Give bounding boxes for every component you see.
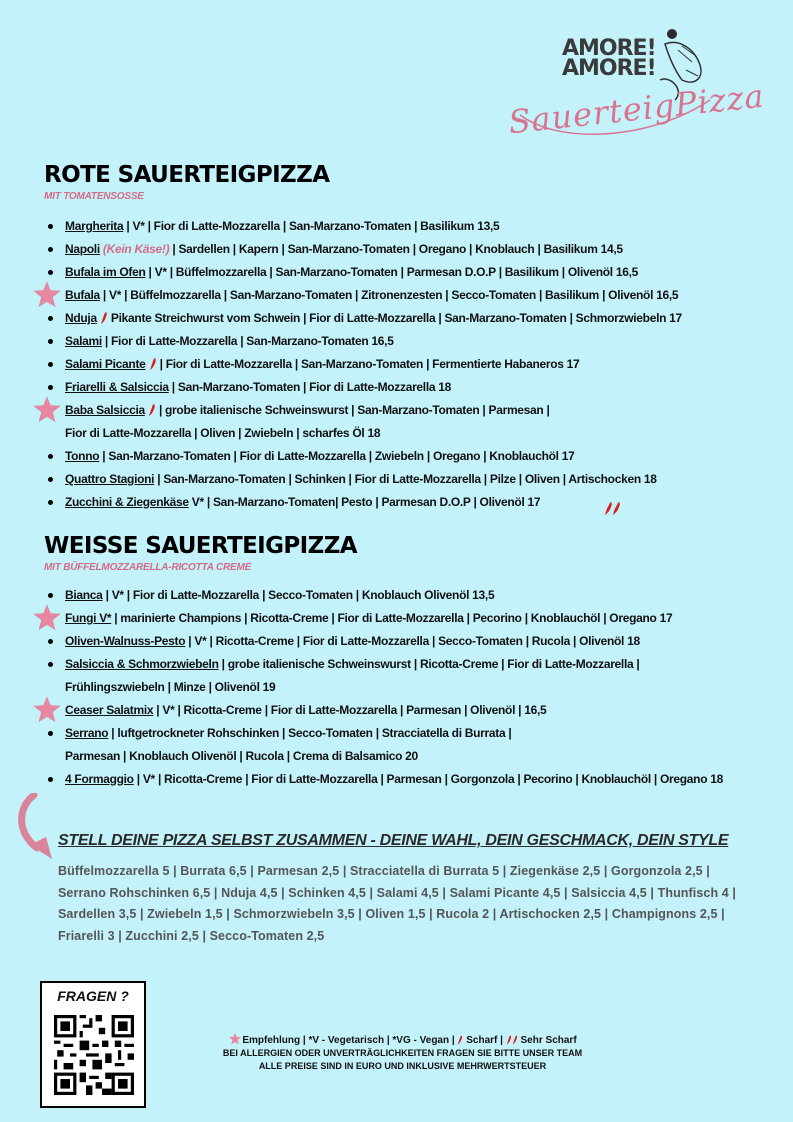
item-name: Bufala	[65, 288, 100, 302]
recommendation-star-icon	[32, 395, 62, 425]
item-details: | grobe italienische Schweinswurst | San-Marzano-Tomaten | Parmesan |	[155, 403, 550, 417]
item-details: | Sardellen | Kapern | San-Marzano-Tomaten | Oregano | Knoblauch | Basilikum 14,5	[169, 242, 623, 256]
item-name: Quattro Stagioni	[65, 472, 155, 486]
menu-item	[45, 215, 775, 238]
item-name: Nduja	[65, 311, 97, 325]
menu-item	[45, 376, 775, 399]
item-name: Friarelli & Salsiccia	[65, 380, 169, 394]
menu-item-continuation	[45, 676, 775, 699]
recommendation-star-icon	[32, 280, 62, 310]
menu-item-continuation	[45, 745, 775, 768]
menu-item	[45, 307, 775, 330]
item-note: (Kein Käse!)	[99, 242, 170, 256]
menu-item	[45, 699, 775, 722]
qr-code-box[interactable]	[40, 981, 146, 1108]
item-name: Salsiccia & Schmorzwiebeln	[65, 657, 219, 671]
double-chili-icon	[604, 501, 622, 517]
menu-item	[45, 238, 775, 261]
menu-item	[45, 584, 775, 607]
item-details: | luftgetrockneter Rohschinken | Secco-Tomaten | Stracciatella di Burrata |	[108, 726, 512, 740]
menu-list-rot	[45, 215, 775, 514]
item-details: | V* | Ricotta-Creme | Fior di Latte-Mozzarella | Secco-Tomaten | Rucola | Olivenöl 18	[185, 634, 640, 648]
legend-empfehlung: Empfehlung | *V - Vegetarisch | *VG - Vegan |	[242, 1035, 458, 1046]
item-name: Bianca	[65, 588, 103, 602]
legend	[215, 1032, 590, 1073]
menu-item	[45, 653, 775, 676]
item-details: | marinierte Champions | Ricotta-Creme | Fior di Latte-Mozzarella | Pecorino | Knoblauchöl | Oregano 17	[111, 611, 673, 625]
menu-list-weiss	[45, 584, 775, 791]
item-details-line-2: Fior di Latte-Mozzarella | Oliven | Zwiebeln | scharfes Öl 18	[65, 426, 381, 440]
build-your-own-title: STELL DEINE PIZZA SELBST ZUSAMMEN - DEINE WAHL, DEIN GESCHMACK, DEIN STYLE	[58, 832, 729, 849]
curved-arrow-icon	[12, 793, 62, 863]
legend-symbols	[215, 1032, 590, 1047]
menu-item	[45, 468, 775, 491]
section-title-rot: ROTE SAUERTEIGPIZZA	[44, 162, 330, 188]
item-name: Fungi V*	[65, 611, 112, 625]
recommendation-star-icon	[228, 1032, 242, 1046]
qr-label: FRAGEN ?	[57, 988, 129, 1004]
item-name: 4 Formaggio	[65, 772, 134, 786]
chili-icon	[148, 404, 156, 416]
item-name: Salami Picante	[65, 357, 146, 371]
item-name: Margherita	[65, 219, 124, 233]
chili-icon	[100, 312, 108, 324]
item-details: | San-Marzano-Tomaten | Fior di Latte-Mozzarella 18	[168, 380, 452, 394]
legend-price-note: ALLE PREISE SIND IN EURO UND INKLUSIVE MEHRWERTSTEUER	[258, 1061, 547, 1071]
menu-item	[45, 630, 775, 653]
logo-line-2: AMORE!	[562, 56, 656, 81]
item-details: | San-Marzano-Tomaten | Fior di Latte-Mozzarella | Zwiebeln | Oregano | Knoblauchöl 17	[99, 449, 575, 463]
logo-script: SauerteigPizza	[506, 76, 767, 142]
menu-item	[45, 607, 775, 630]
item-name: Baba Salsiccia	[65, 403, 145, 417]
legend-allergy-note: BEI ALLERGIEN ODER UNVERTRÄGLICHKEITEN FRAGEN SIE BITTE UNSER TEAM	[222, 1048, 583, 1058]
item-details-line-2: Frühlingszwiebeln | Minze | Olivenöl 19	[65, 680, 276, 694]
item-details: | V* | Büffelmozzarella | San-Marzano-Tomaten | Parmesan D.O.P | Basilikum | Olivenöl 16,5	[145, 265, 639, 279]
menu-item	[45, 399, 775, 422]
item-name: Tonno	[65, 449, 100, 463]
chili-icon	[149, 358, 157, 370]
section-title-weiss: WEISSE SAUERTEIGPIZZA	[44, 533, 357, 559]
item-details: | V* | Ricotta-Creme | Fior di Latte-Mozzarella | Parmesan | Gorgonzola | Pecorino | Knoblauchöl | Oregano 18	[133, 772, 724, 786]
legend-scharf: Scharf |	[463, 1035, 506, 1046]
menu-item-continuation	[45, 422, 775, 445]
menu-item	[45, 722, 775, 745]
recommendation-star-icon	[32, 603, 62, 633]
item-details: V* | San-Marzano-Tomaten| Pesto | Parmesan D.O.P | Olivenöl 17	[188, 495, 541, 509]
recommendation-star-icon	[32, 695, 62, 725]
item-details: | grobe italienische Schweinswurst | Ricotta-Creme | Fior di Latte-Mozzarella |	[218, 657, 640, 671]
item-details: Pikante Streichwurst vom Schwein | Fior di Latte-Mozzarella | San-Marzano-Tomaten | Schmorzwiebeln 17	[107, 311, 682, 325]
item-name: Bufala im Ofen	[65, 265, 146, 279]
item-details: | V* | Fior di Latte-Mozzarella | San-Marzano-Tomaten | Basilikum 13,5	[123, 219, 500, 233]
item-name: Salami	[65, 334, 102, 348]
item-name: Serrano	[65, 726, 109, 740]
item-name: Ceaser Salatmix	[65, 703, 154, 717]
item-details: | V* | Fior di Latte-Mozzarella | Secco-Tomaten | Knoblauch Olivenöl 13,5	[102, 588, 495, 602]
build-your-own-toppings: Büffelmozzarella 5 | Burrata 6,5 | Parmesan 2,5 | Stracciatella di Burrata 5 | Ziegenkäse 2,5 | Gorgonzola 2,5 | Serrano Rohschinken 6,5 | Nduja 4,5 | Schinken 4,5 | Salami 4,5 | Salami Picante 4,5 | Salsiccia 4,5 | Thunfisch 4 | Sardellen 3,5 | Zwiebeln 1,5 | Schmorzwiebeln 3,5 | Oliven 1,5 | Rucola 2 | Artischocken 2,5 | Champignons 2,5 | Friarelli 3 | Zucchini 2,5 | Secco-Tomaten 2,5	[58, 864, 737, 943]
section-subtitle-weiss: MIT BÜFFELMOZZARELLA-RICOTTA CREME	[44, 562, 252, 573]
legend-sehr-scharf: Sehr Scharf	[517, 1035, 577, 1046]
item-details: | Fior di Latte-Mozzarella | San-Marzano-Tomaten 16,5	[101, 334, 394, 348]
menu-item	[45, 284, 775, 307]
item-details: | Fior di Latte-Mozzarella | San-Marzano-Tomaten | Fermentierte Habaneros 17	[156, 357, 580, 371]
section-subtitle-rot: MIT TOMATENSOSSE	[44, 191, 144, 202]
item-details: | San-Marzano-Tomaten | Schinken | Fior di Latte-Mozzarella | Pilze | Oliven | Artischocken 18	[154, 472, 657, 486]
menu-item	[45, 768, 775, 791]
item-details-line-2: Parmesan | Knoblauch Olivenöl | Rucola | Crema di Balsamico 20	[65, 749, 418, 763]
item-name: Napoli	[65, 242, 100, 256]
menu-item	[45, 445, 775, 468]
menu-item	[45, 261, 775, 284]
menu-item	[45, 491, 775, 514]
logo-line-1: AMORE!	[562, 36, 656, 61]
item-name: Zucchini & Ziegenkäse	[65, 495, 189, 509]
logo	[500, 20, 767, 150]
menu-item	[45, 353, 775, 376]
qr-code-icon[interactable]	[54, 1015, 134, 1095]
item-name: Oliven-Walnuss-Pesto	[65, 634, 186, 648]
item-details: | V* | Ricotta-Creme | Fior di Latte-Mozzarella | Parmesan | Olivenöl | 16,5	[153, 703, 547, 717]
menu-item	[45, 330, 775, 353]
item-details: | V* | Büffelmozzarella | San-Marzano-Tomaten | Zitronenzesten | Secco-Tomaten | Basilikum | Olivenöl 16,5	[99, 288, 679, 302]
